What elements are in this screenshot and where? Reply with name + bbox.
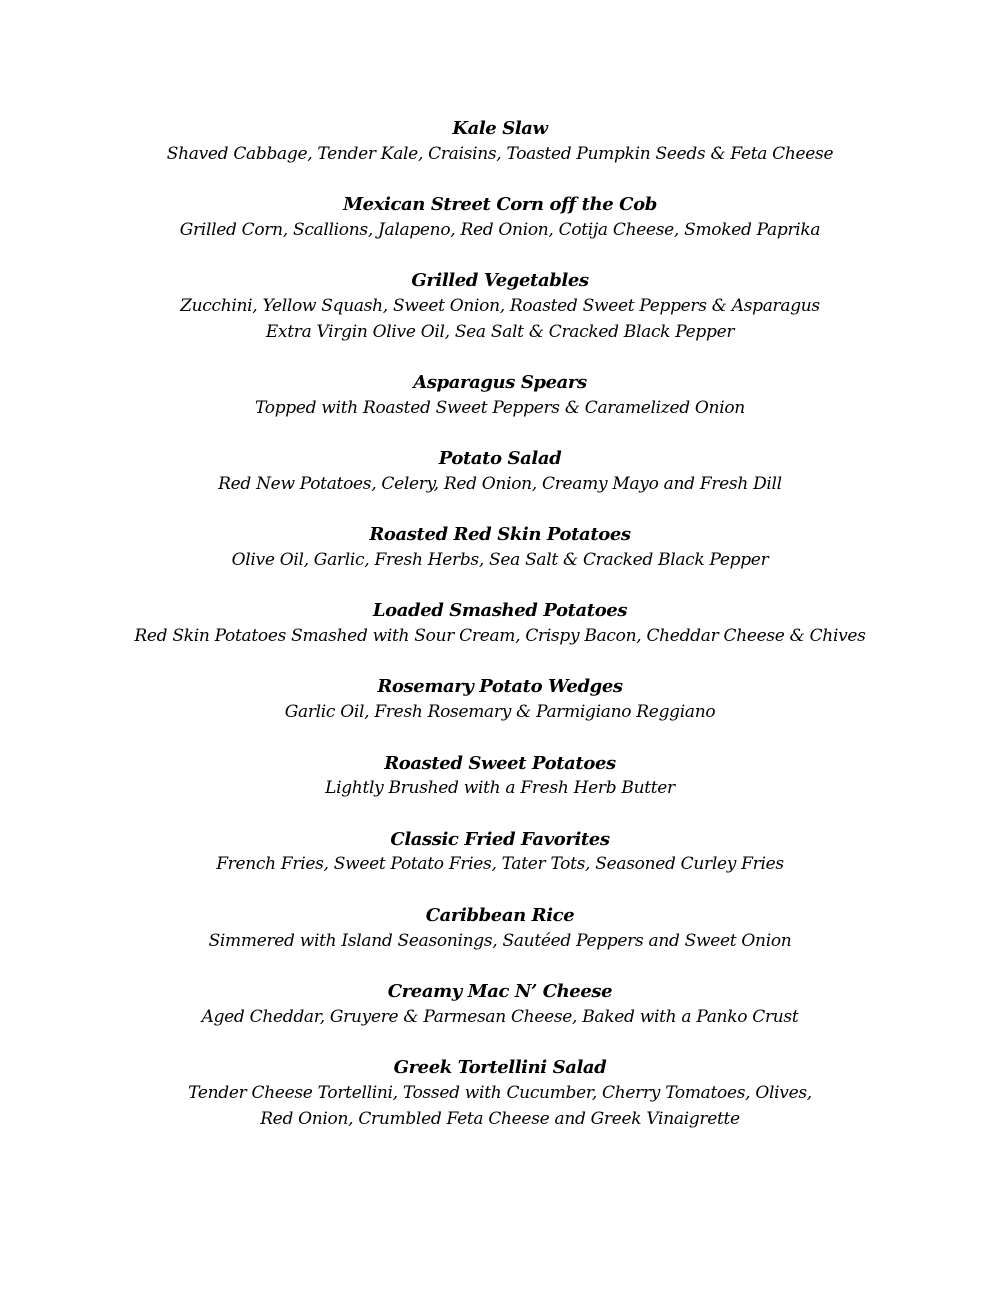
menu-item-description: Zucchini, Yellow Squash, Sweet Onion, Roasted Sweet Peppers & Asparagus: [180, 295, 820, 316]
menu-item-greek-tortellini-salad: [0, 1055, 1000, 1132]
menu-item-creamy-mac-n-cheese: [0, 979, 1000, 1031]
menu-item-description: Lightly Brushed with a Fresh Herb Butter: [325, 778, 675, 799]
menu-item-name: Loaded Smashed Potatoes: [372, 600, 628, 622]
menu-item-name: Asparagus Spears: [413, 372, 587, 394]
menu-item-description: French Fries, Sweet Potato Fries, Tater Tots, Seasoned Curley Fries: [216, 854, 784, 875]
menu-item-caribbean-rice: [0, 903, 1000, 955]
menu-item-grilled-vegetables: [0, 268, 1000, 345]
menu-item-name: Kale Slaw: [452, 118, 548, 139]
menu-item-description: Red Onion, Crumbled Feta Cheese and Greek Vinaigrette: [260, 1108, 740, 1129]
menu-item-mexican-street-corn: [0, 192, 1000, 244]
menu-item-loaded-smashed-potatoes: [0, 598, 1000, 650]
menu-item-description: Topped with Roasted Sweet Peppers & Caramelized Onion: [255, 397, 745, 418]
menu-item-description: Extra Virgin Olive Oil, Sea Salt & Cracked Black Pepper: [265, 321, 735, 342]
menu-item-name: Rosemary Potato Wedges: [377, 676, 623, 698]
menu-item-roasted-sweet-potatoes: [0, 751, 1000, 803]
menu-item-name: Mexican Street Corn off the Cob: [343, 194, 657, 216]
menu-item-rosemary-potato-wedges: [0, 674, 1000, 726]
menu-item-description: Grilled Corn, Scallions, Jalapeno, Red Onion, Cotija Cheese, Smoked Paprika: [179, 219, 821, 240]
menu-item-description: Garlic Oil, Fresh Rosemary & Parmigiano Reggiano: [284, 702, 716, 723]
menu-item-name: Greek Tortellini Salad: [393, 1056, 607, 1078]
menu-item-classic-fried-favorites: [0, 827, 1000, 879]
menu-item-name: Potato Salad: [438, 448, 562, 470]
side-dishes-menu: [0, 116, 1000, 1157]
menu-item-asparagus-spears: [0, 370, 1000, 422]
menu-item-description: Tender Cheese Tortellini, Tossed with Cucumber, Cherry Tomatoes, Olives,: [188, 1082, 812, 1103]
menu-item-name: Grilled Vegetables: [411, 270, 589, 292]
menu-item-kale-slaw: [0, 116, 1000, 168]
menu-item-name: Classic Fried Favorites: [390, 828, 610, 850]
menu-item-name: Caribbean Rice: [425, 904, 575, 926]
menu-item-description: Simmered with Island Seasonings, Sautéed Peppers and Sweet Onion: [208, 930, 792, 951]
menu-item-description: Red Skin Potatoes Smashed with Sour Cream, Crispy Bacon, Cheddar Cheese & Chives: [134, 626, 866, 647]
menu-item-description: Red New Potatoes, Celery, Red Onion, Creamy Mayo and Fresh Dill: [218, 473, 782, 494]
menu-item-description: Shaved Cabbage, Tender Kale, Craisins, Toasted Pumpkin Seeds & Feta Cheese: [166, 143, 834, 164]
menu-item-description: Olive Oil, Garlic, Fresh Herbs, Sea Salt & Cracked Black Pepper: [231, 550, 769, 571]
menu-item-name: Roasted Sweet Potatoes: [384, 752, 616, 774]
menu-item-name: Creamy Mac N’ Cheese: [387, 980, 613, 1002]
menu-item-description: Aged Cheddar, Gruyere & Parmesan Cheese, Baked with a Panko Crust: [201, 1006, 799, 1027]
menu-item-name: Roasted Red Skin Potatoes: [369, 524, 631, 546]
menu-item-potato-salad: [0, 446, 1000, 498]
menu-item-roasted-red-skin-potatoes: [0, 522, 1000, 574]
